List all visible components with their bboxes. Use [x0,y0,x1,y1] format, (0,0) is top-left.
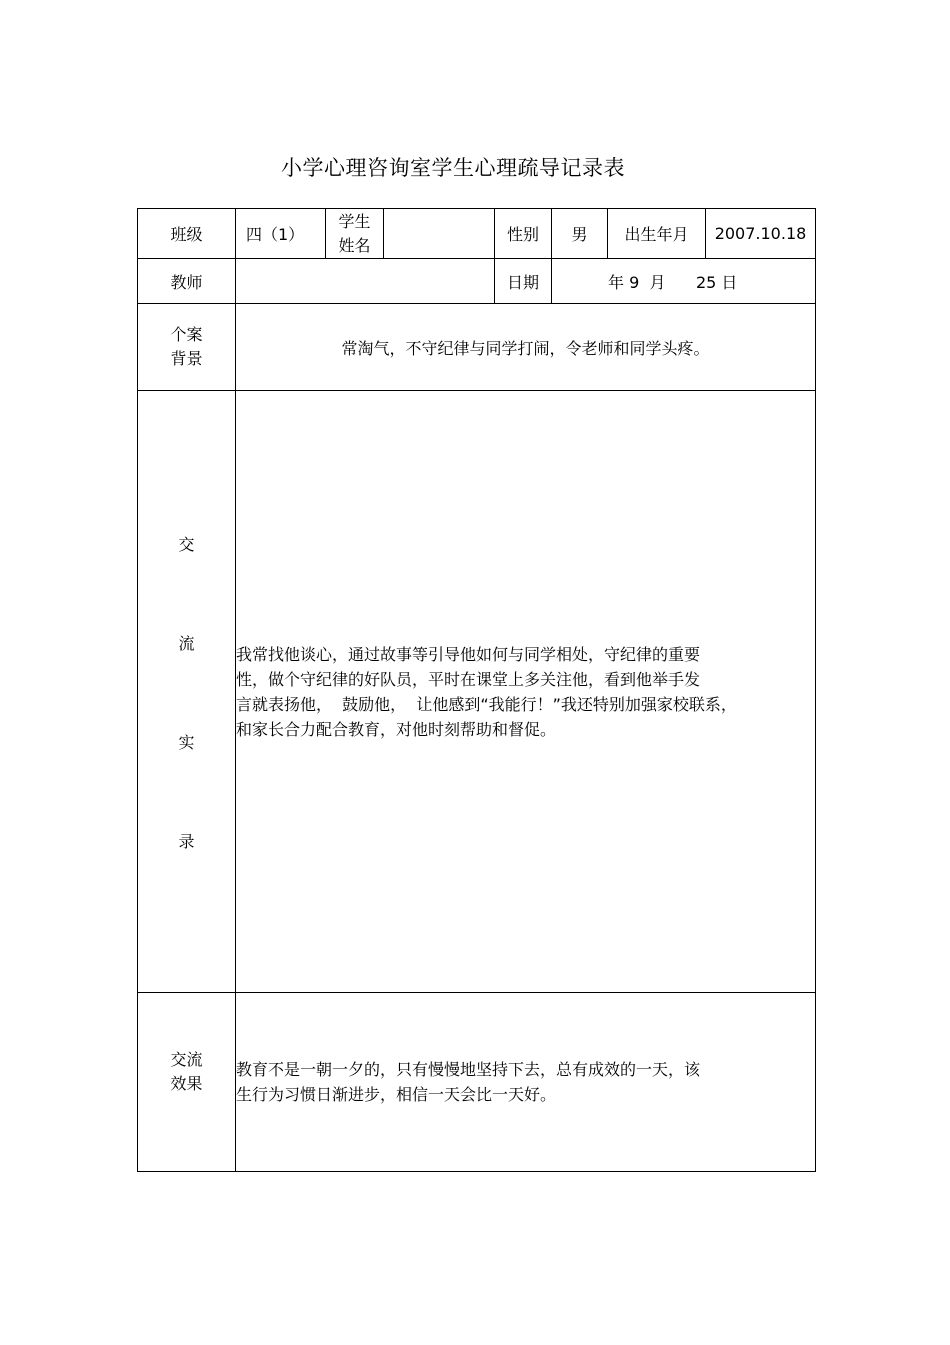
teacher-value [236,259,495,304]
exchange-line: 言就表扬他， 鼓励他， 让他感到“我能行！”我还特别加强家校联系， [236,694,737,714]
background-label [138,304,236,391]
row-effect [138,993,816,1172]
row-class-info [138,209,816,259]
background-label-line1: 个案 [170,325,203,344]
exchange-label [138,391,236,993]
exchange-text [236,391,816,993]
exchange-line: 性，做个守纪律的好队员，平时在课堂上多关注他，看到他举手发 [236,669,701,689]
row-exchange [138,391,816,993]
exchange-label-char: 录 [178,831,195,851]
effect-label-line1: 交流 [170,1050,203,1069]
effect-text [236,993,816,1172]
exchange-label-char: 流 [178,633,195,653]
birth-value: 2007.10.18 [706,209,816,259]
exchange-label-stack [138,391,235,992]
row-background [138,304,816,391]
student-name-label [326,209,384,259]
class-value: 四（1） [236,209,326,259]
gender-label: 性别 [495,209,552,259]
exchange-label-char: 交 [178,534,195,554]
birth-label: 出生年月 [608,209,706,259]
exchange-line: 和家长合力配合教育，对他时刻帮助和督促。 [236,719,557,739]
date-value: 年 9 月 25 日 [552,259,816,304]
record-table [137,208,816,1172]
exchange-label-char: 实 [178,732,195,752]
date-label: 日期 [495,259,552,304]
effect-line: 教育不是一朝一夕的，只有慢慢地坚持下去，总有成效的一天，该 [236,1060,701,1079]
student-name-value [384,209,495,259]
effect-line: 生行为习惯日渐进步，相信一天会比一天好。 [236,1085,557,1104]
effect-label-line2: 效果 [170,1074,203,1093]
gender-value: 男 [552,209,608,259]
student-name-label-line1: 学生 [338,211,371,231]
student-name-label-line2: 姓名 [338,235,371,255]
background-label-line2: 背景 [170,349,203,368]
page-title: 小学心理咨询室学生心理疏导记录表 [281,156,625,180]
effect-label [138,993,236,1172]
class-label: 班级 [138,209,236,259]
background-text: 常淘气，不守纪律与同学打闹，令老师和同学头疼。 [236,304,816,391]
teacher-label: 教师 [138,259,236,304]
row-teacher-date [138,259,816,304]
exchange-line: 我常找他谈心，通过故事等引导他如何与同学相处，守纪律的重要 [236,644,701,664]
